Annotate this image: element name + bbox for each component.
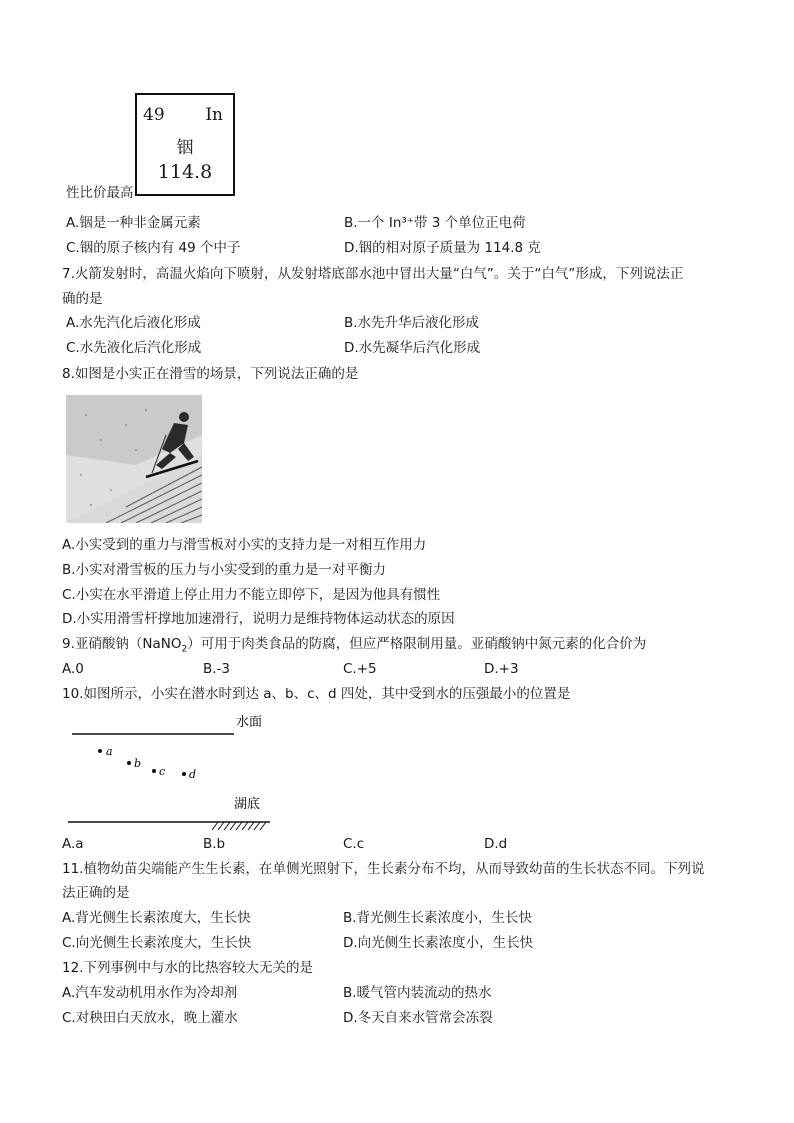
point-d-label: d <box>189 768 197 781</box>
q7-option-c: C.水先液化后汽化形成 <box>66 340 202 356</box>
q7-stem-line1: 7.火箭发射时，高温火焰向下喷射，从发射塔底部水池中冒出大量“白气”。关于“白气”形成，下列说法正 <box>62 266 684 282</box>
element-card <box>135 93 235 196</box>
q7-option-b: B.水先升华后液化形成 <box>344 315 480 331</box>
q7-option-d: D.水先凝华后汽化形成 <box>344 340 481 356</box>
q6-option-b: B.一个 In³⁺带 3 个单位正电荷 <box>344 215 526 231</box>
q12-stem: 12.下列事例中与水的比热容较大无关的是 <box>62 960 313 976</box>
point-b-dot <box>127 761 131 765</box>
q8-option-d: D.小实用滑雪杆撑地加速滑行，说明力是维持物体运动状态的原因 <box>62 611 455 627</box>
q11-option-b: B.背光侧生长素浓度小，生长快 <box>343 910 533 926</box>
q9-option-c: C.+5 <box>343 661 377 677</box>
q9-option-d: D.+3 <box>484 661 519 677</box>
point-c-label: c <box>159 765 166 778</box>
q11-stem-line1: 11.植物幼苗尖端能产生生长素，在单侧光照射下，生长素分布不均，从而导致幼苗的生长状态不同。下列说 <box>62 861 705 877</box>
q12-option-c: C.对秧田白天放水，晚上灌水 <box>62 1010 238 1026</box>
q7-stem-line2: 确的是 <box>62 291 103 307</box>
q11-option-c: C.向光侧生长素浓度大，生长快 <box>62 935 252 951</box>
element-symbol: In <box>205 105 223 125</box>
q6-option-d: D.铟的相对原子质量为 114.8 克 <box>344 240 541 256</box>
q9-option-a: A.0 <box>62 661 84 677</box>
q8-option-a: A.小实受到的重力与滑雪板对小实的支持力是一对相互作用力 <box>62 537 427 553</box>
water-depth-diagram <box>66 712 276 832</box>
q10-stem: 10.如图所示，小实在潜水时到达 a、b、c、d 四处，其中受到水的压强最小的位置是 <box>62 686 571 702</box>
q12-option-a: A.汽车发动机用水作为冷却剂 <box>62 985 238 1001</box>
point-d-dot <box>182 772 186 776</box>
q10-option-d: D.d <box>484 836 508 852</box>
point-b-label: b <box>134 757 142 770</box>
q6-option-c: C.铟的原子核内有 49 个中子 <box>66 240 241 256</box>
point-c-dot <box>152 769 156 773</box>
q8-option-b: B.小实对滑雪板的压力与小实受到的重力是一对平衡力 <box>62 562 387 578</box>
point-a-label: a <box>106 745 113 758</box>
q9-option-b: B.-3 <box>203 661 231 677</box>
surface-label: 水面 <box>236 715 263 730</box>
skier-photo <box>66 395 202 523</box>
q10-option-a: A.a <box>62 836 84 852</box>
q11-option-d: D.向光侧生长素浓度小，生长快 <box>343 935 534 951</box>
q11-stem-line2: 法正确的是 <box>62 885 130 901</box>
q8-stem: 8.如图是小实正在滑雪的场景，下列说法正确的是 <box>62 366 359 382</box>
q12-option-d: D.冬天自来水管常会冻裂 <box>343 1010 493 1026</box>
element-name: 铟 <box>176 138 194 158</box>
q8-option-c: C.小实在水平滑道上停止用力不能立即停下，是因为他具有惯性 <box>62 587 441 603</box>
q11-option-a: A.背光侧生长素浓度大，生长快 <box>62 910 251 926</box>
element-atomic-number: 49 <box>143 105 165 125</box>
q6-option-a: A.铟是一种非金属元素 <box>66 215 201 231</box>
point-a-dot <box>98 749 102 753</box>
q10-option-c: C.c <box>343 836 365 852</box>
q12-option-b: B.暖气管内装流动的热水 <box>343 985 492 1001</box>
bottom-label: 湖底 <box>234 797 261 812</box>
q10-option-b: B.b <box>203 836 226 852</box>
q6-stem-tail: 性比价最高 <box>66 185 134 201</box>
q7-option-a: A.水先汽化后液化形成 <box>66 315 201 331</box>
lake-bottom-hatch <box>212 822 266 830</box>
element-mass: 114.8 <box>157 161 213 183</box>
q9-stem: 9.亚硝酸钠（NaNO$_2$）可用于肉类食品的防腐，但应严格限制用量。亚硝酸钠中氮元素的化合价为 <box>62 636 647 655</box>
